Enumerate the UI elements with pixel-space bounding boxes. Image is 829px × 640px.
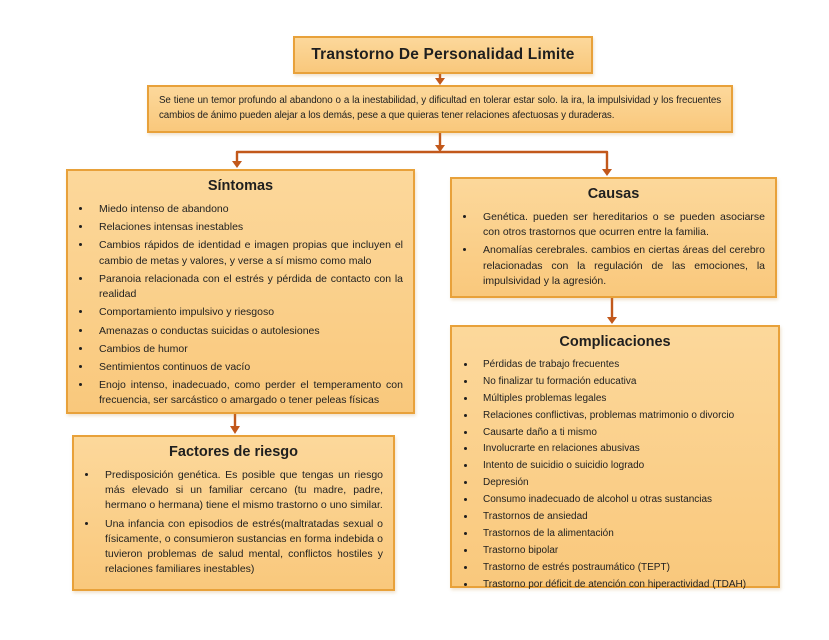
- arrowhead-icon: [435, 145, 445, 152]
- list-item: • Trastornos de ansiedad: [476, 510, 768, 525]
- list-item: • Comportamiento impulsivo y riesgoso: [92, 305, 403, 320]
- list-item: • Miedo intenso de abandono: [92, 202, 403, 217]
- intro-box: [147, 85, 733, 133]
- arrowhead-icon: [607, 317, 617, 324]
- factores-heading: Factores de riesgo: [169, 444, 298, 460]
- complicaciones-list: [452, 358, 778, 592]
- complicaciones-heading: Complicaciones: [559, 334, 671, 350]
- intro-text: Se tiene un temor profundo al abandono o a la inestabilidad, y dificultad en tolerar estar solo. la ira, la impulsividad y los frecuentes cambios de ánimo pueden alejar a los demás, pese a que quieras tener relaciones afectuosas y duraderas.: [159, 95, 721, 122]
- list-item: • Trastorno bipolar: [476, 544, 768, 559]
- list-item: • Relaciones conflictivas, problemas matrimonio o divorcio: [476, 409, 768, 424]
- arrowhead-icon: [232, 161, 242, 168]
- list-item: • Cambios rápidos de identidad e imagen propias que incluyen el cambio de metas y valores, y verse a sí mismo como malo: [92, 238, 403, 268]
- list-item: • Trastorno de estrés postraumático (TEPT): [476, 561, 768, 576]
- list-item: • Involucrarte en relaciones abusivas: [476, 442, 768, 457]
- list-item: • Enojo intenso, inadecuado, como perder el temperamento con frecuencia, ser sarcástico o amargado o tener peleas físicas: [92, 378, 403, 408]
- factores-list: [74, 468, 393, 578]
- list-item: • Trastorno por déficit de atención con hiperactividad (TDAH): [476, 578, 768, 593]
- causas-box: [450, 177, 777, 298]
- arrowhead-icon: [230, 426, 240, 434]
- causas-list: [452, 210, 775, 289]
- sintomas-list: [68, 202, 413, 409]
- list-item: • Una infancia con episodios de estrés(maltratadas sexual o físicamente, o consumieron sustancias en forma indebida o tuvieron problemas de salud mental, conflictos hostiles y relaciones familiares inestables): [98, 517, 383, 578]
- list-item: • Consumo inadecuado de alcohol u otras sustancias: [476, 493, 768, 508]
- list-item: • Anomalías cerebrales. cambios en ciertas áreas del cerebro relacionadas con la regulación de las emociones, la impulsividad y la agresión.: [476, 243, 765, 289]
- arrowhead-icon: [602, 169, 612, 176]
- list-item: • Depresión: [476, 476, 768, 491]
- factores-box: [72, 435, 395, 591]
- list-item: • Cambios de humor: [92, 342, 403, 357]
- diagram-title: Transtorno De Personalidad Limite: [311, 46, 575, 63]
- list-item: • Amenazas o conductas suicidas o autolesiones: [92, 324, 403, 339]
- list-item: • Múltiples problemas legales: [476, 392, 768, 407]
- title-box: [293, 36, 593, 74]
- list-item: • Pérdidas de trabajo frecuentes: [476, 358, 768, 373]
- list-item: • Trastornos de la alimentación: [476, 527, 768, 542]
- arrowhead-icon: [435, 78, 445, 85]
- sintomas-heading: Síntomas: [207, 178, 274, 194]
- complicaciones-box: [450, 325, 780, 588]
- list-item: • Predisposición genética. Es posible que tengas un riesgo más elevado si un familiar cercano (tu madre, padre, hermano o hermana) tiene el mismo trastorno o uno similar.: [98, 468, 383, 514]
- causas-heading: Causas: [587, 186, 640, 202]
- list-item: • Intento de suicidio o suicidio logrado: [476, 459, 768, 474]
- list-item: • Paranoia relacionada con el estrés y pérdida de contacto con la realidad: [92, 272, 403, 302]
- list-item: • Relaciones intensas inestables: [92, 220, 403, 235]
- list-item: • Sentimientos continuos de vacío: [92, 360, 403, 375]
- sintomas-box: [66, 169, 415, 414]
- list-item: • Genética. pueden ser hereditarios o se pueden asociarse con otros trastornos que ocurren entre la familia.: [476, 210, 765, 240]
- list-item: • Causarte daño a ti mismo: [476, 426, 768, 441]
- branch-bar: [237, 152, 607, 170]
- list-item: • No finalizar tu formación educativa: [476, 375, 768, 390]
